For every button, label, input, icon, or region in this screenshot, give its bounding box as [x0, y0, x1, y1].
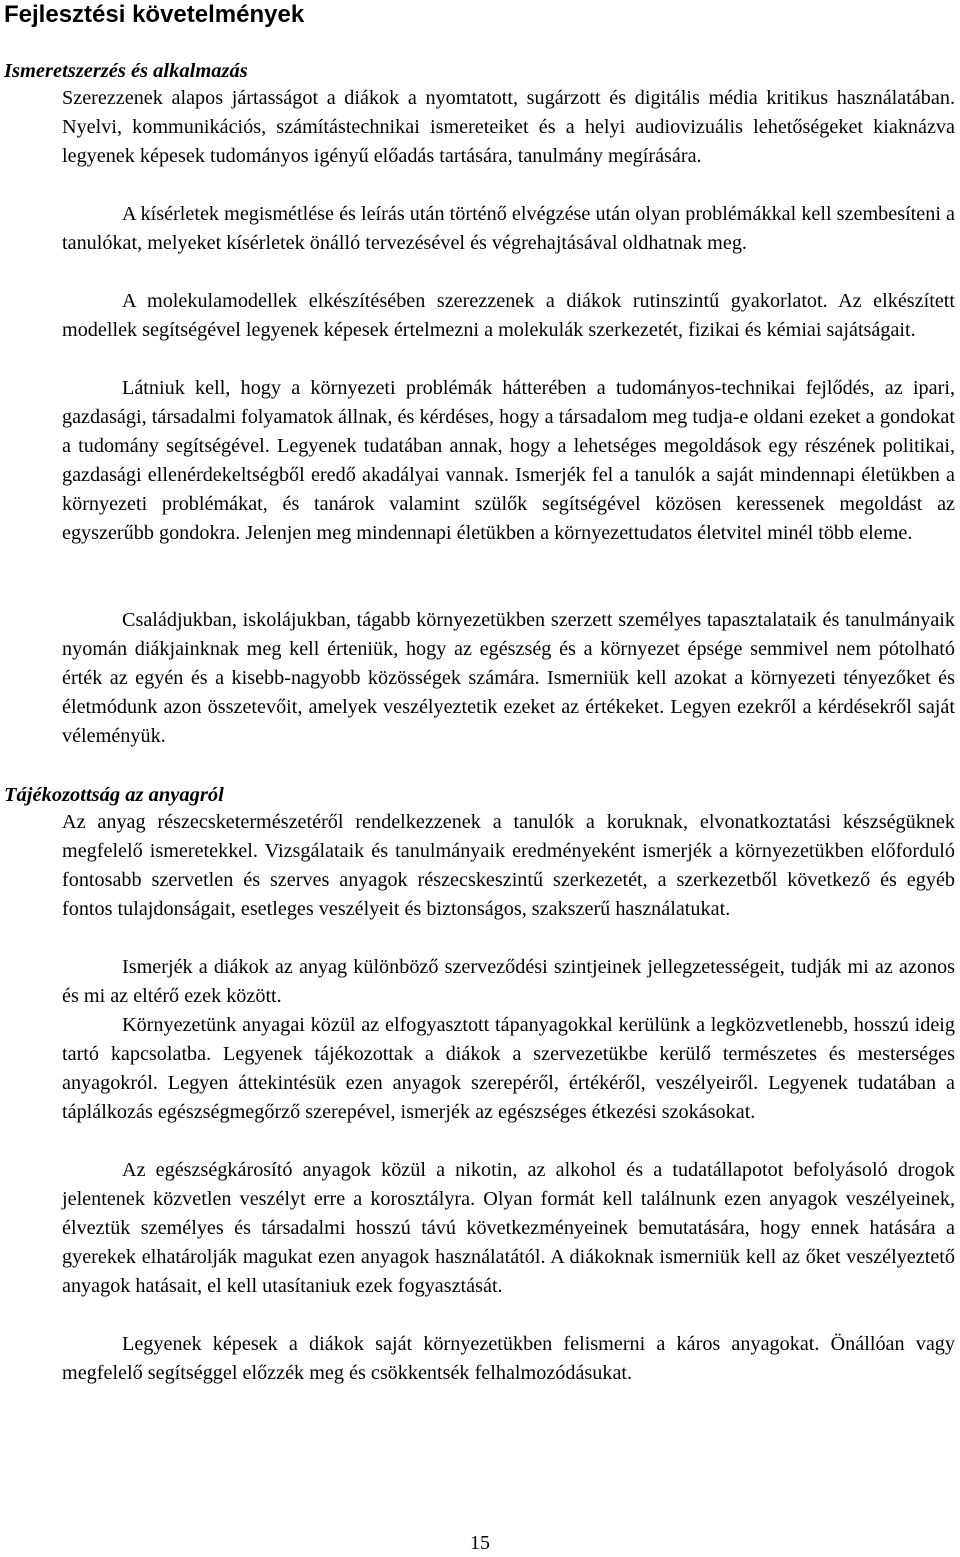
- section-heading-tajekozottsag: Tájékozottság az anyagról: [4, 784, 224, 806]
- document-title: Fejlesztési követelmények: [4, 1, 305, 28]
- section-heading-ismeretszerzes: Ismeretszerzés és alkalmazás: [4, 60, 248, 82]
- paragraph: Látniuk kell, hogy a környezeti problémák hátterében a tudományos-technikai fejlődés, az ipari, gazdasági, társadalmi folyamatok állnak, és kérdéses, hogy a társadalom meg tudja-e oldani ezeket a gondokat a tudomány segítségével. Legyenek tudatában annak, hogy a lehetséges megoldások egy részének politikai, gazdasági ellenérdekeltségből eredő akadályai vannak. Ismerjék fel a tanulók a saját mindennapi életükben a környezeti problémákat, és tanárok valamint szülők segítségével közösen keressenek megoldást az egyszerűbb gondokra. Jelenjen meg mindennapi életükben a környezettudatos életvitel minél több eleme.: [62, 377, 955, 545]
- paragraph: Ismerjék a diákok az anyag különböző szerveződési szintjeinek jellegzetességeit, tudják mi az azonos és mi az eltérő ezek között.: [62, 956, 955, 1008]
- paragraph: A kísérletek megismétlése és leírás után történő elvégzése után olyan problémákkal kell szembesíteni a tanulókat, melyeket kísérletek önálló tervezésével és végrehajtásával oldhatnak meg.: [62, 203, 955, 255]
- paragraph: Az egészségkárosító anyagok közül a nikotin, az alkohol és a tudatállapotot befolyásoló drogok jelentenek közvetlen veszélyt erre a korosztályra. Olyan formát kell találnunk ezen anyagok veszélyeinek, élveztük személyes és társadalmi hosszú távú következményeinek bemutatására, hogy ennek hatására a gyerekek elhatárolják magukat ezen anyagok használatától. A diákoknak ismerniük kell az őket veszélyeztető anyagok hatásait, el kell utasítaniuk ezek fogyasztását.: [62, 1159, 955, 1298]
- page-number: 15: [470, 1532, 490, 1554]
- paragraph: Szerezzenek alapos jártasságot a diákok a nyomtatott, sugárzott és digitális média kritikus használatában. Nyelvi, kommunikációs, számítástechnikai ismereteiket és a helyi audiovizuális lehetőségeket kiaknázva legyenek képesek tudományos igényű előadás tartására, tanulmány megírására.: [62, 87, 955, 168]
- paragraph: A molekulamodellek elkészítésében szerezzenek a diákok rutinszintű gyakorlatot. Az elkészített modellek segítségével legyenek képesek értelmezni a molekulák szerkezetét, fizikai és kémiai sajátságait.: [62, 290, 955, 342]
- paragraph: Családjukban, iskolájukban, tágabb környezetükben szerzett személyes tapasztalataik és tanulmányaik nyomán diákjainknak meg kell érteniük, hogy az egészség és a környezet épsége semmivel nem pótolható érték az egyén és a kisebb-nagyobb közösségek számára. Ismerniük kell azokat a környezeti tényezőket és életmódunk azon összetevőit, amelyek veszélyeztetik ezeket az értékeket. Legyen ezekről a kérdésekről saját véleményük.: [62, 609, 955, 748]
- paragraph: Az anyag részecsketermészetéről rendelkezzenek a tanulók a koruknak, elvonatkoztatási készségüknek megfelelő ismeretekkel. Vizsgálataik és tanulmányaik eredményeként ismerjék a környezetükben előforduló fontosabb szervetlen és szerves anyagok részecskeszintű szerkezetét, a szerkezetből következő és egyéb fontos tulajdonságait, esetleges veszélyeit és biztonságos, szakszerű használatukat.: [62, 811, 955, 921]
- paragraph: Legyenek képesek a diákok saját környezetükben felismerni a káros anyagokat. Önállóan vagy megfelelő segítséggel előzzék meg és csökkentsék felhalmozódásukat.: [62, 1333, 955, 1385]
- paragraph: Környezetünk anyagai közül az elfogyasztott tápanyagokkal kerülünk a legközvetlenebb, hosszú ideig tartó kapcsolatba. Legyenek tájékozottak a diákok a szervezetükbe kerülő természetes és mesterséges anyagokról. Legyen áttekintésük ezen anyagok szerepéről, értékéről, veszélyeiről. Legyenek tudatában a táplálkozás egészségmegőrző szerepével, ismerjék az egészséges étkezési szokásokat.: [62, 1014, 955, 1124]
